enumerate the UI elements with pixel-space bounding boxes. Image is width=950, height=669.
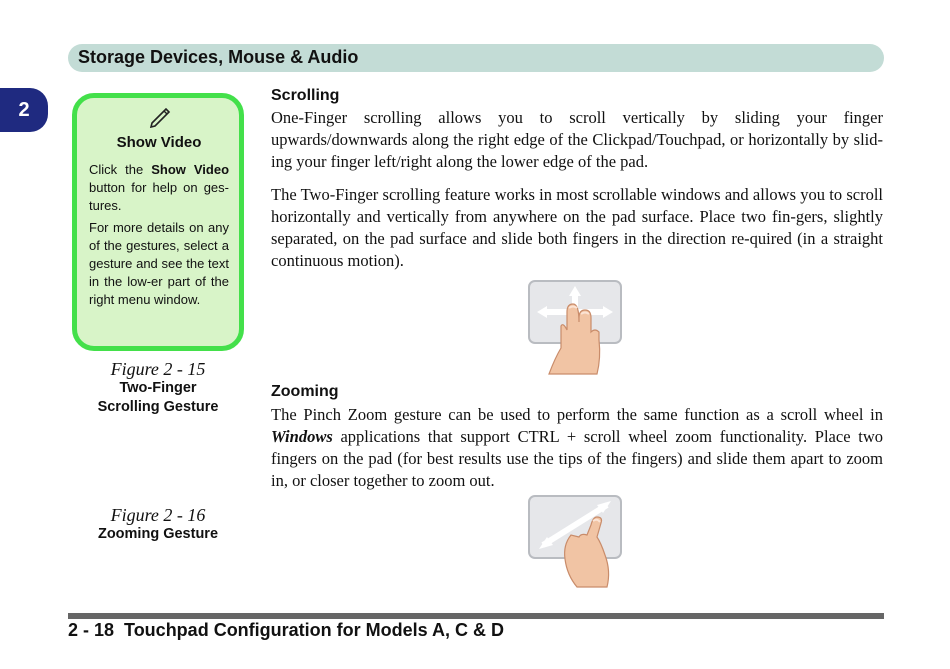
windows-emphasis: Windows	[271, 427, 333, 446]
note-paragraph-2: For more details on any of the gestures, select a gesture and see the text in the low-er part of the right menu window.	[89, 220, 229, 307]
figure-title: Two-Finger	[119, 380, 197, 396]
pinch-zoom-illustration	[527, 493, 625, 589]
note-text: Click the	[89, 162, 152, 177]
zooming-paragraph	[271, 404, 883, 492]
section-title: Storage Devices, Mouse & Audio	[78, 47, 359, 67]
page-number: 2 - 18	[68, 620, 115, 640]
footer-title: Touchpad Configuration for Models A, C & D	[124, 620, 504, 640]
zooming-text: The Pinch Zoom gesture can be used to perform the same function as a scroll wheel in	[271, 405, 883, 424]
figure-title: Zooming Gesture	[97, 526, 219, 542]
note-paragraph-1	[89, 161, 229, 215]
figure-caption-2-16	[70, 505, 246, 544]
scrolling-paragraph-1: One-Finger scrolling allows you to scroll vertically by sliding your finger upwards/downwards along the right edge of the Clickpad/Touchpad, or horizontally by slid-ing your finger left/right along the lower edge of the pad.	[271, 108, 883, 171]
note-title: Show Video	[116, 134, 202, 151]
zooming-heading: Zooming	[271, 383, 339, 400]
two-finger-scroll-illustration	[527, 278, 625, 376]
scrolling-heading: Scrolling	[271, 87, 340, 104]
pencil-icon	[145, 108, 173, 128]
chapter-number: 2	[18, 98, 30, 121]
section-header-bar	[68, 44, 884, 72]
page-footer	[68, 620, 504, 641]
note-text: button for help on ges-tures.	[89, 180, 229, 213]
footer-rule	[68, 613, 884, 619]
chapter-tab	[0, 88, 48, 132]
zooming-text: applications that support CTRL + scroll wheel zoom functionality. Place two fingers on the pad (for best results use the tips of the fingers) and slide them apart to zoom in, or closer together to zoom out.	[271, 427, 883, 490]
scrolling-paragraph-2: The Two-Finger scrolling feature works in most scrollable windows and allows you to scroll horizontally and vertically from anywhere on the pad surface. Place two fin-gers, slightly separated, on the pad surface and slide both fingers in the direction re-quired (in a straight continuous motion).	[271, 185, 883, 270]
figure-number: Figure 2 - 16	[110, 505, 206, 525]
show-video-note	[72, 93, 244, 351]
figure-caption-2-15	[70, 359, 246, 417]
show-video-label: Show Video	[151, 162, 230, 177]
figure-number: Figure 2 - 15	[110, 359, 206, 379]
figure-title: Scrolling Gesture	[97, 399, 219, 415]
